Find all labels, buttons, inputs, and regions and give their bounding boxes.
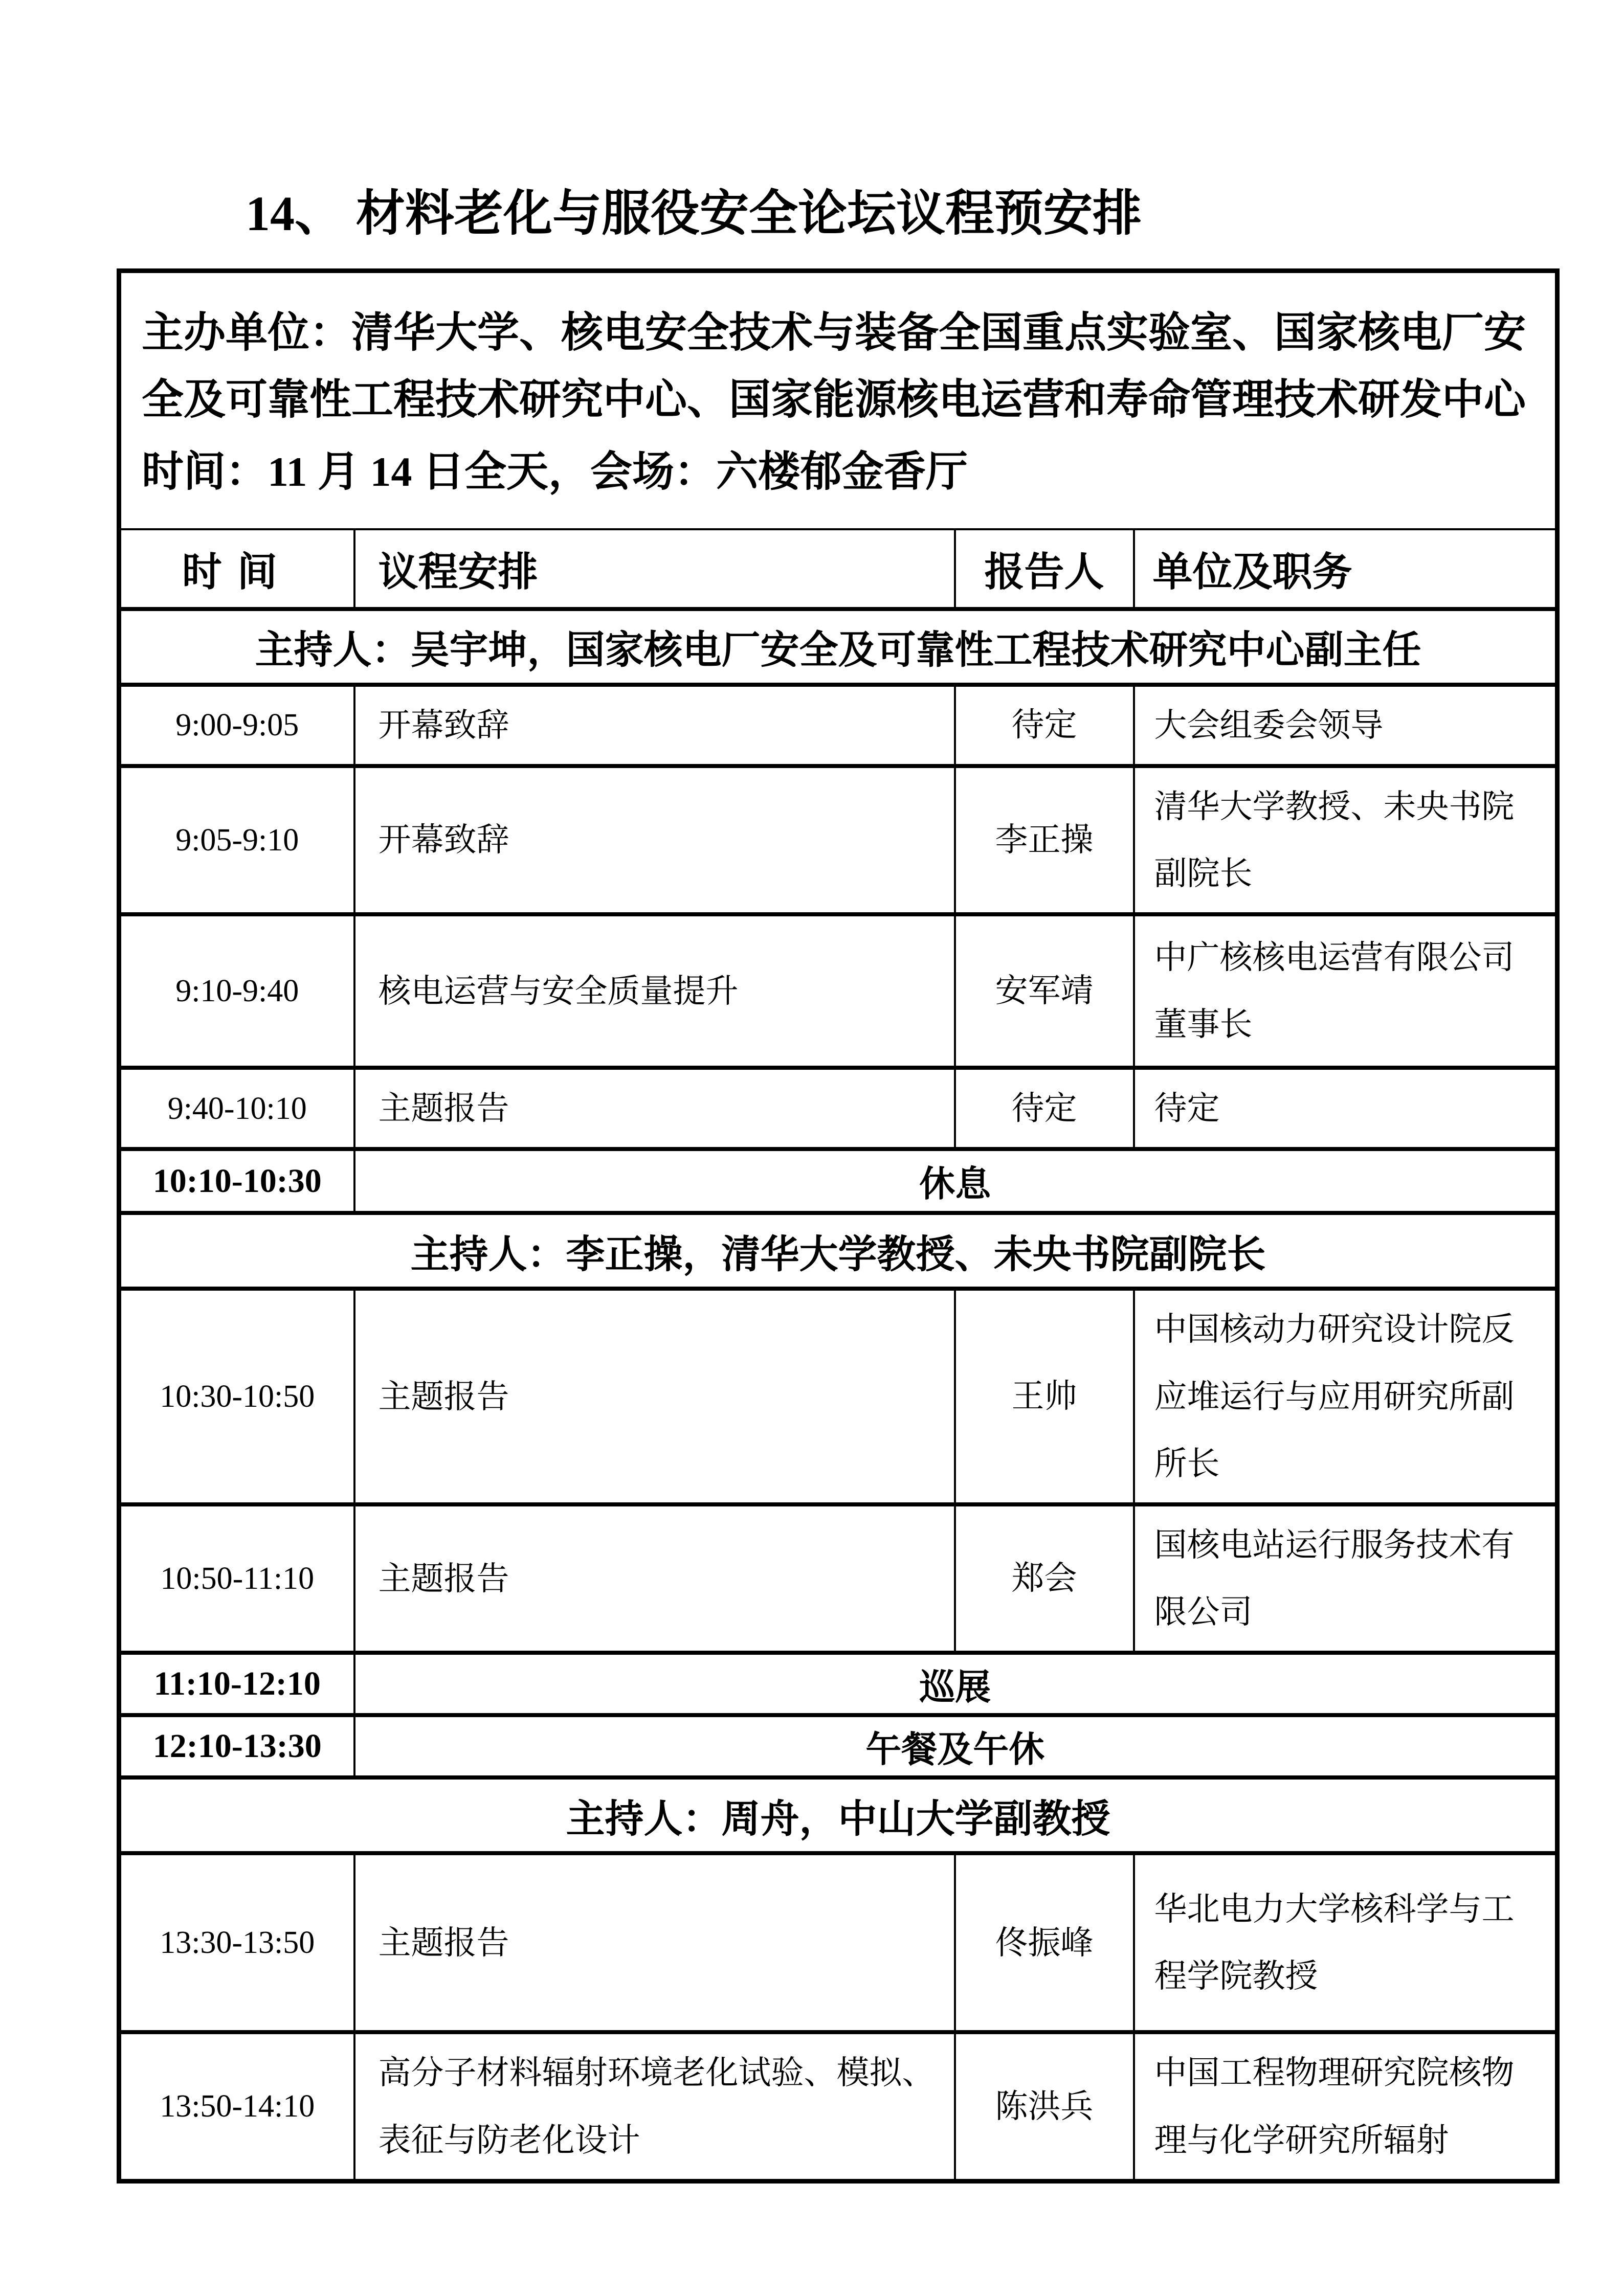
- time-venue-text: 时间：11 月 14 日全天，会场：六楼郁金香厅: [142, 448, 968, 496]
- col-header-agenda: 议程安排: [354, 529, 955, 609]
- info-box-cell: [119, 271, 1558, 529]
- speaker-cell: 陈洪兵: [955, 2032, 1134, 2181]
- col-header-speaker: 报告人: [955, 529, 1134, 609]
- time-cell: 12:10-13:30: [119, 1715, 354, 1777]
- table-header-row: [119, 529, 1558, 609]
- affiliation-cell: 待定: [1134, 1068, 1558, 1149]
- speaker-cell: 待定: [955, 1068, 1134, 1149]
- time-cell: 10:50-11:10: [119, 1504, 354, 1653]
- speaker-cell: 李正操: [955, 766, 1134, 914]
- speaker-cell: 待定: [955, 685, 1134, 766]
- table-row: [119, 1853, 1558, 2032]
- affiliation-cell: 中广核核电运营有限公司董事长: [1134, 914, 1558, 1068]
- time-cell: 9:00-9:05: [119, 685, 354, 766]
- affiliation-cell: 大会组委会领导: [1134, 685, 1558, 766]
- col-header-affiliation: 单位及职务: [1134, 529, 1558, 609]
- table-row: [119, 1715, 1558, 1777]
- break-label: 休息: [354, 1149, 1558, 1213]
- speaker-cell: 佟振峰: [955, 1853, 1134, 2032]
- table-row: [119, 1213, 1558, 1289]
- table-row: [119, 2032, 1558, 2181]
- table-row: [119, 1504, 1558, 1653]
- affiliation-cell: 中国核动力研究设计院反应堆运行与应用研究所副所长: [1134, 1289, 1558, 1504]
- speaker-cell: 王帅: [955, 1289, 1134, 1504]
- time-cell: 9:40-10:10: [119, 1068, 354, 1149]
- affiliation-cell: 华北电力大学核科学与工程学院教授: [1134, 1853, 1558, 2032]
- time-cell: 9:10-9:40: [119, 914, 354, 1068]
- table-row: [119, 1149, 1558, 1213]
- col-header-time: 时间: [119, 529, 354, 609]
- topic-cell: 主题报告: [354, 1068, 955, 1149]
- time-cell: 10:10-10:30: [119, 1149, 354, 1213]
- table-row: [119, 1777, 1558, 1853]
- table-row: [119, 1653, 1558, 1715]
- time-cell: 9:05-9:10: [119, 766, 354, 914]
- time-cell: 13:30-13:50: [119, 1853, 354, 2032]
- topic-cell: 核电运营与安全质量提升: [354, 914, 955, 1068]
- page-title: 14、 材料老化与服役安全论坛议程预安排: [246, 186, 1142, 241]
- table-row: [119, 1289, 1558, 1504]
- time-cell: 11:10-12:10: [119, 1653, 354, 1715]
- table-row: [119, 1068, 1558, 1149]
- chair-row-text: 主持人：吴宇坤，国家核电厂安全及可靠性工程技术研究中心副主任: [119, 609, 1558, 685]
- topic-cell: 主题报告: [354, 1504, 955, 1653]
- time-cell: 13:50-14:10: [119, 2032, 354, 2181]
- affiliation-cell: 中国工程物理研究院核物理与化学研究所辐射: [1134, 2032, 1558, 2181]
- time-cell: 10:30-10:50: [119, 1289, 354, 1504]
- table-row: [119, 914, 1558, 1068]
- table-row: [119, 609, 1558, 685]
- topic-cell: 高分子材料辐射环境老化试验、模拟、表征与防老化设计: [354, 2032, 955, 2181]
- agenda-table: [117, 268, 1560, 2184]
- topic-cell: 主题报告: [354, 1289, 955, 1504]
- table-row: [119, 766, 1558, 914]
- table-row: [119, 685, 1558, 766]
- affiliation-cell: 清华大学教授、未央书院副院长: [1134, 766, 1558, 914]
- topic-cell: 开幕致辞: [354, 766, 955, 914]
- table-row: [119, 271, 1558, 529]
- chair-row-text: 主持人：周舟，中山大学副教授: [119, 1777, 1558, 1853]
- break-label: 午餐及午休: [354, 1715, 1558, 1777]
- speaker-cell: 安军靖: [955, 914, 1134, 1068]
- chair-row-text: 主持人：李正操，清华大学教授、未央书院副院长: [119, 1213, 1558, 1289]
- break-label: 巡展: [354, 1653, 1558, 1715]
- organizer-text: 主办单位：清华大学、核电安全技术与装备全国重点实验室、国家核电厂安全及可靠性工程技术研究中心、国家能源核电运营和寿命管理技术研发中心: [142, 309, 1526, 423]
- topic-cell: 主题报告: [354, 1853, 955, 2032]
- topic-cell: 开幕致辞: [354, 685, 955, 766]
- affiliation-cell: 国核电站运行服务技术有限公司: [1134, 1504, 1558, 1653]
- speaker-cell: 郑会: [955, 1504, 1134, 1653]
